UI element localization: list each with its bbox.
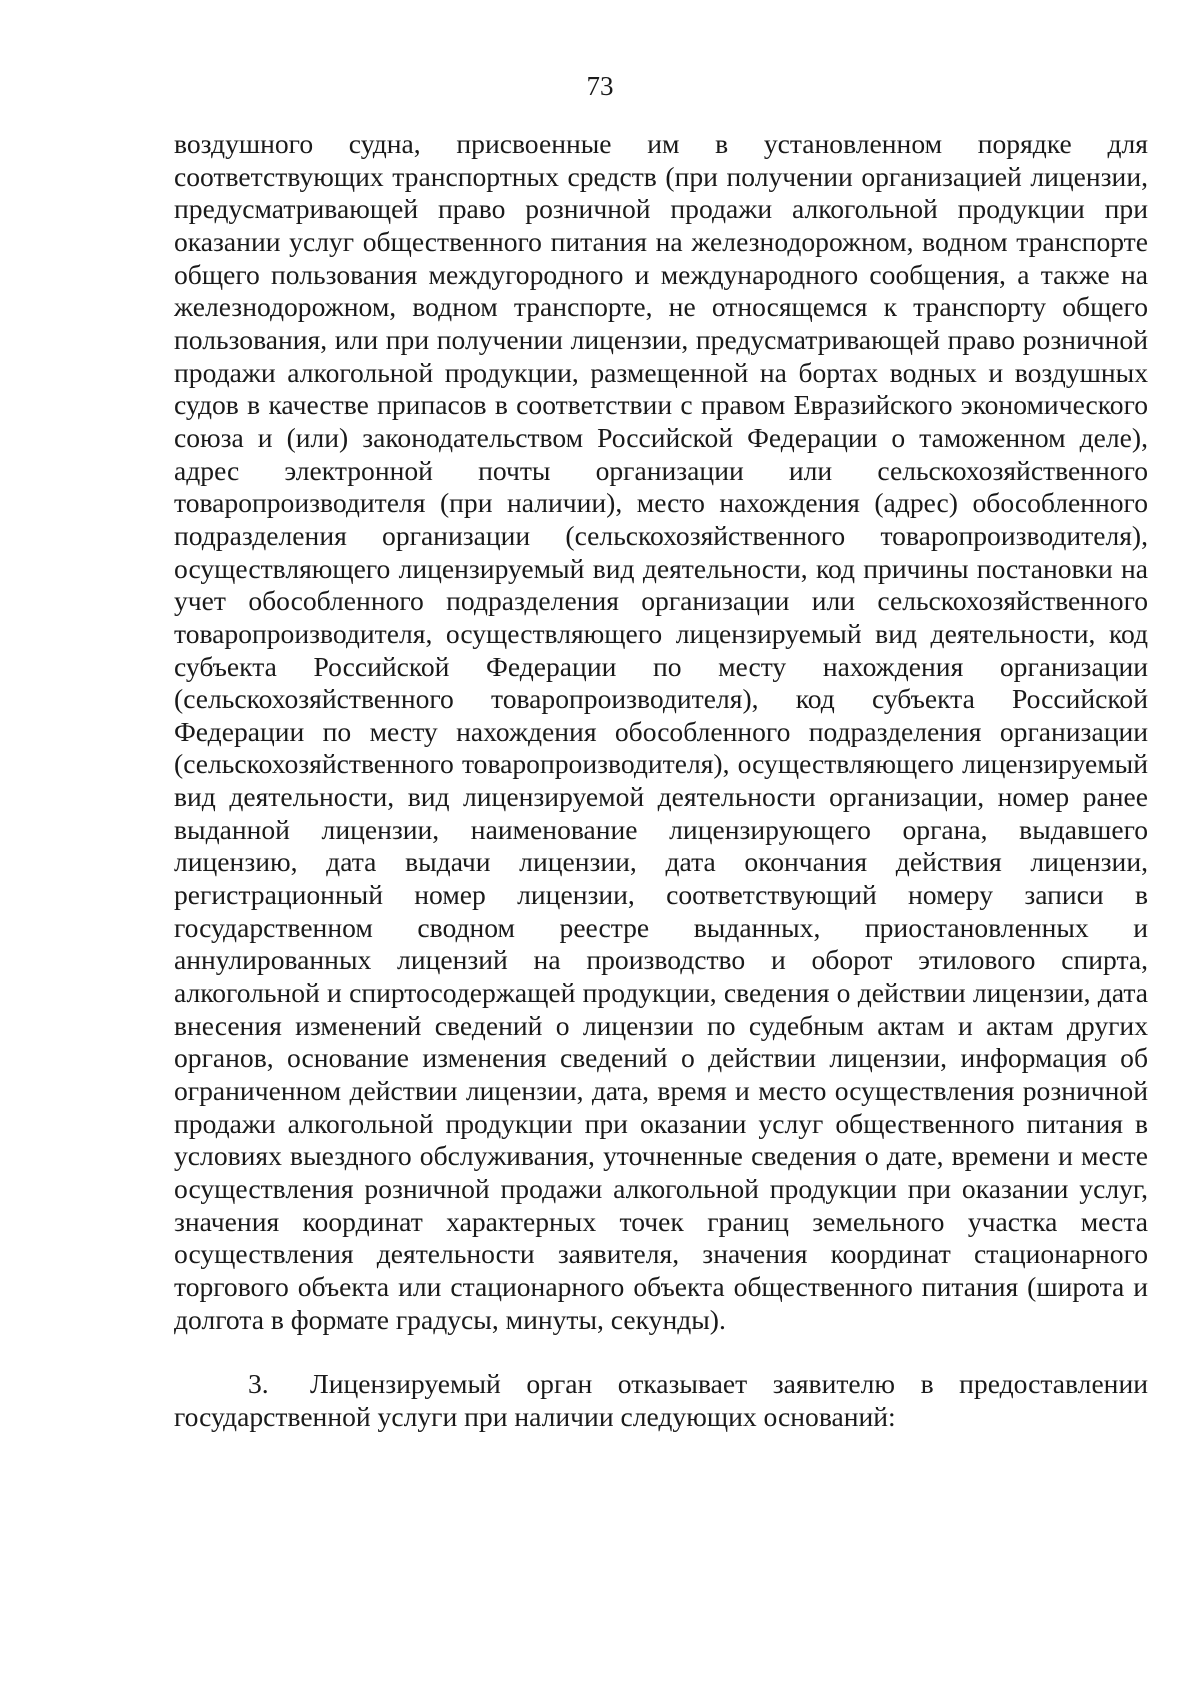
paragraph-3-text: Лицензируемый орган отказывает заявителю в предоставлении государственной услуги при наличии следующих оснований: — [174, 1368, 1148, 1432]
paragraph-3 — [174, 1368, 1148, 1433]
page-number: 73 — [586, 71, 614, 101]
document-body — [174, 128, 1148, 1434]
paragraph-continuation: воздушного судна, присвоенные им в установленном порядке для соответствующих транспортных средств (при получении организацией лицензии, предусматривающей право розничной продажи алкогольной продукции при оказании услуг общественного питания на железнодорожном, водном транспорте общего пользования междугородного и международного сообщения, а также на железнодорожном, водном транспорте, не относящемся к транспорту общего пользования, или при получении лицензии, предусматривающей право розничной продажи алкогольной продукции, размещенной на бортах водных и воздушных судов в качестве припасов в соответствии с правом Евразийского экономического союза и (или) законодательством Российской Федерации о таможенном деле), адрес электронной почты организации или сельскохозяйственного товаропроизводителя (при наличии), место нахождения (адрес) обособленного подразделения организации (сельскохозяйственного товаропроизводителя), осуществляющего лицензируемый вид деятельности, код причины постановки на учет обособленного подразделения организации или сельскохозяйственного товаропроизводителя, осуществляющего лицензируемый вид деятельности, код субъекта Российской Федерации по месту нахождения организации (сельскохозяйственного товаропроизводителя), код субъекта Российской Федерации по месту нахождения обособленного подразделения организации (сельскохозяйственного товаропроизводителя), осуществляющего лицензируемый вид деятельности, вид лицензируемой деятельности организации, номер ранее выданной лицензии, наименование лицензирующего органа, выдавшего лицензию, дата выдачи лицензии, дата окончания действия лицензии, регистрационный номер лицензии, соответствующий номеру записи в государственном сводном реестре выданных, приостановленных и аннулированных лицензий на производство и оборот этилового спирта, алкогольной и спиртосодержащей продукции, сведения о действии лицензии, дата внесения изменений сведений о лицензии по судебным актам и актам других органов, основание изменения сведений о действии лицензии, информация об ограниченном действии лицензии, дата, время и место осуществления розничной продажи алкогольной продукции при оказании услуг общественного питания в условиях выездного обслуживания, уточненные сведения о дате, времени и месте осуществления розничной продажи алкогольной продукции при оказании услуг, значения координат характерных точек границ земельного участка места осуществления деятельности заявителя, значения координат стационарного торгового объекта или стационарного объекта общественного питания (широта и долгота в формате градусы, минуты, секунды). — [174, 128, 1148, 1335]
paragraph-number: 3. — [248, 1368, 269, 1400]
